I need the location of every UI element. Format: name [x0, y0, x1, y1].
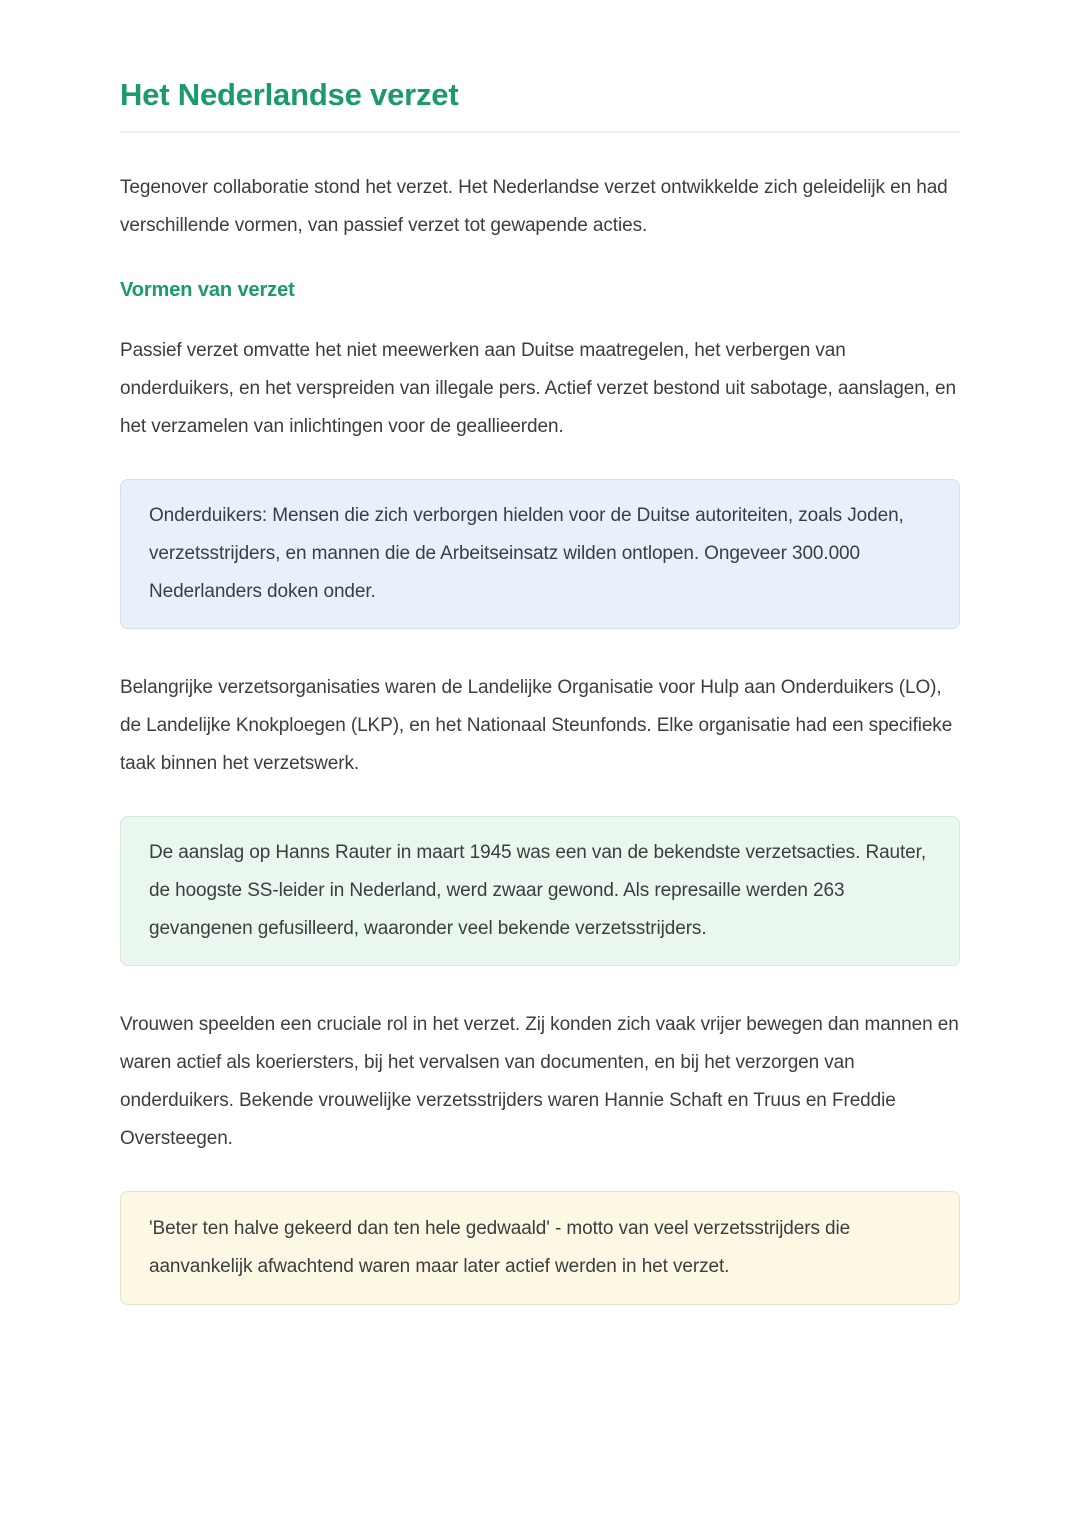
example-callout	[120, 816, 960, 966]
page-title: Het Nederlandse verzet	[120, 77, 459, 112]
passive-active-resistance-paragraph: Passief verzet omvatte het niet meewerken aan Duitse maatregelen, het verbergen van onderduikers, en het verspreiden van illegale pers. Actief verzet bestond uit sabotage, aanslagen, en het verzamelen van inlichtingen voor de geallieerden.	[120, 339, 956, 437]
intro-paragraph: Tegenover collaboratie stond het verzet. Het Nederlandse verzet ontwikkelde zich geleidelijk en had verschillende vormen, van passief verzet tot gewapende acties.	[120, 176, 948, 236]
definition-callout	[120, 479, 960, 629]
quote-callout	[120, 1191, 960, 1305]
title-divider	[120, 131, 960, 133]
women-in-resistance-paragraph: Vrouwen speelden een cruciale rol in het verzet. Zij konden zich vaak vrijer bewegen dan mannen en waren actief als koeriersters, bij het vervalsen van documenten, en bij het verzorgen van onderduikers. Bekende vrouwelijke verzetsstrijders waren Hannie Schaft en Truus en Freddie Oversteegen.	[120, 1013, 959, 1149]
resistance-organisations-paragraph: Belangrijke verzetsorganisaties waren de Landelijke Organisatie voor Hulp aan Onderduikers (LO), de Landelijke Knokploegen (LKP), en het Nationaal Steunfonds. Elke organisatie had een specifieke taak binnen het verzetswerk.	[120, 676, 953, 774]
quote-callout-text: 'Beter ten halve gekeerd dan ten hele gedwaald' - motto van veel verzetsstrijders die aanvankelijk afwachtend waren maar later actief werden in het verzet.	[149, 1217, 851, 1277]
example-callout-text: De aanslag op Hanns Rauter in maart 1945 was een van de bekendste verzetsacties. Rauter, de hoogste SS-leider in Nederland, werd zwaar gewond. Als represaille werden 263 gevangenen gefusilleerd, waaronder veel bekende verzetsstrijders.	[149, 841, 927, 939]
definition-callout-text: Onderduikers: Mensen die zich verborgen hielden voor de Duitse autoriteiten, zoals Joden, verzetsstrijders, en mannen die de Arbeitseinsatz wilden ontlopen. Ongeveer 300.000 Nederlanders doken onder.	[149, 504, 904, 602]
subsection-heading-vormen-van-verzet: Vormen van verzet	[120, 278, 295, 301]
